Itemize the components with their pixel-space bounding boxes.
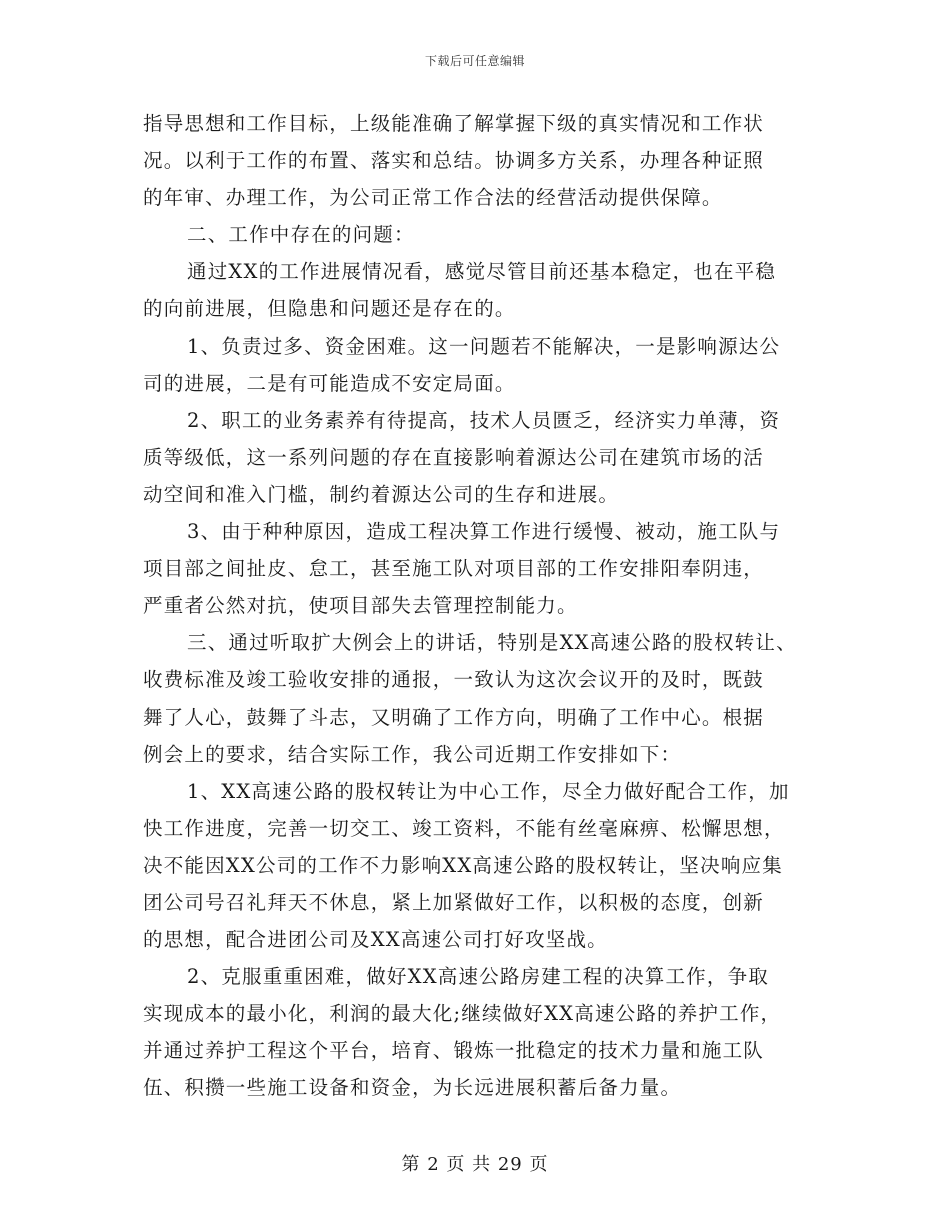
body-line: 快工作进度，完善一切交工、竣工资料，不能有丝毫麻痹、松懈思想， xyxy=(143,816,785,840)
body-line: 质等级低，这一系列问题的存在直接影响着源达公司在建筑市场的活 xyxy=(143,445,765,469)
body-line: 收费标准及竣工验收安排的通报，一致认为这次会议开的及时，既鼓 xyxy=(143,668,765,692)
body-line: 实现成本的最小化，利润的最大化;继续做好XX高速公路的养护工作， xyxy=(143,1002,782,1026)
document-body xyxy=(143,105,823,1107)
body-line: 2、克服重重困难，做好XX高速公路房建工程的决算工作，争取 xyxy=(187,965,769,989)
body-line: 况。以利于工作的布置、落实和总结。协调多方关系，办理各种证照 xyxy=(143,149,765,173)
body-line: 的向前进展，但隐患和问题还是存在的。 xyxy=(143,297,516,321)
body-line: 2、职工的业务素养有待提高，技术人员匮乏，经济实力单薄，资 xyxy=(187,408,781,432)
body-line: 的思想，配合进团公司及XX高速公司打好攻坚战。 xyxy=(143,928,608,952)
body-line: 的年审、办理工作，为公司正常工作合法的经营活动提供保障。 xyxy=(143,186,723,210)
body-line: 1、XX高速公路的股权转让为中心工作，尽全力做好配合工作，加 xyxy=(187,779,790,803)
body-line: 通过XX的工作进展情况看，感觉尽管目前还基本稳定，也在平稳 xyxy=(187,260,777,284)
section-heading: 三、通过听取扩大例会上的讲话，特别是XX高速公路的股权转让、 xyxy=(187,631,797,655)
body-line: 舞了人心，鼓舞了斗志，又明确了工作方向，明确了工作中心。根据 xyxy=(143,705,765,729)
body-line: 决不能因XX公司的工作不力影响XX高速公路的股权转让，坚决响应集 xyxy=(143,853,783,877)
body-line: 指导思想和工作目标，上级能准确了解掌握下级的真实情况和工作状 xyxy=(143,112,765,135)
section-heading: 二、工作中存在的问题： xyxy=(187,223,415,247)
page-header: 下载后可任意编辑 xyxy=(424,54,525,68)
body-line: 3、由于种种原因，造成工程决算工作进行缓慢、被动，施工队与 xyxy=(187,520,781,544)
page-number: 第 2 页 共 29 页 xyxy=(401,1154,549,1175)
body-line: 严重者公然对抗，使项目部失去管理控制能力。 xyxy=(143,594,578,618)
body-line: 例会上的要求，结合实际工作，我公司近期工作安排如下： xyxy=(143,742,682,766)
body-line: 伍、积攒一些施工设备和资金，为长远进展积蓄后备力量。 xyxy=(143,1076,682,1100)
body-line: 项目部之间扯皮、怠工，甚至施工队对项目部的工作安排阳奉阴违， xyxy=(143,557,765,581)
body-line: 司的进展，二是有可能造成不安定局面。 xyxy=(143,371,516,395)
body-line: 动空间和准入门槛，制约着源达公司的生存和进展。 xyxy=(143,482,620,506)
body-line: 1、负责过多、资金困难。这一问题若不能解决，一是影响源达公 xyxy=(187,334,781,358)
body-line: 并通过养护工程这个平台，培育、锻炼一批稳定的技术力量和施工队 xyxy=(143,1039,765,1063)
body-line: 团公司号召礼拜天不休息，紧上加紧做好工作，以积极的态度，创新 xyxy=(143,890,765,914)
